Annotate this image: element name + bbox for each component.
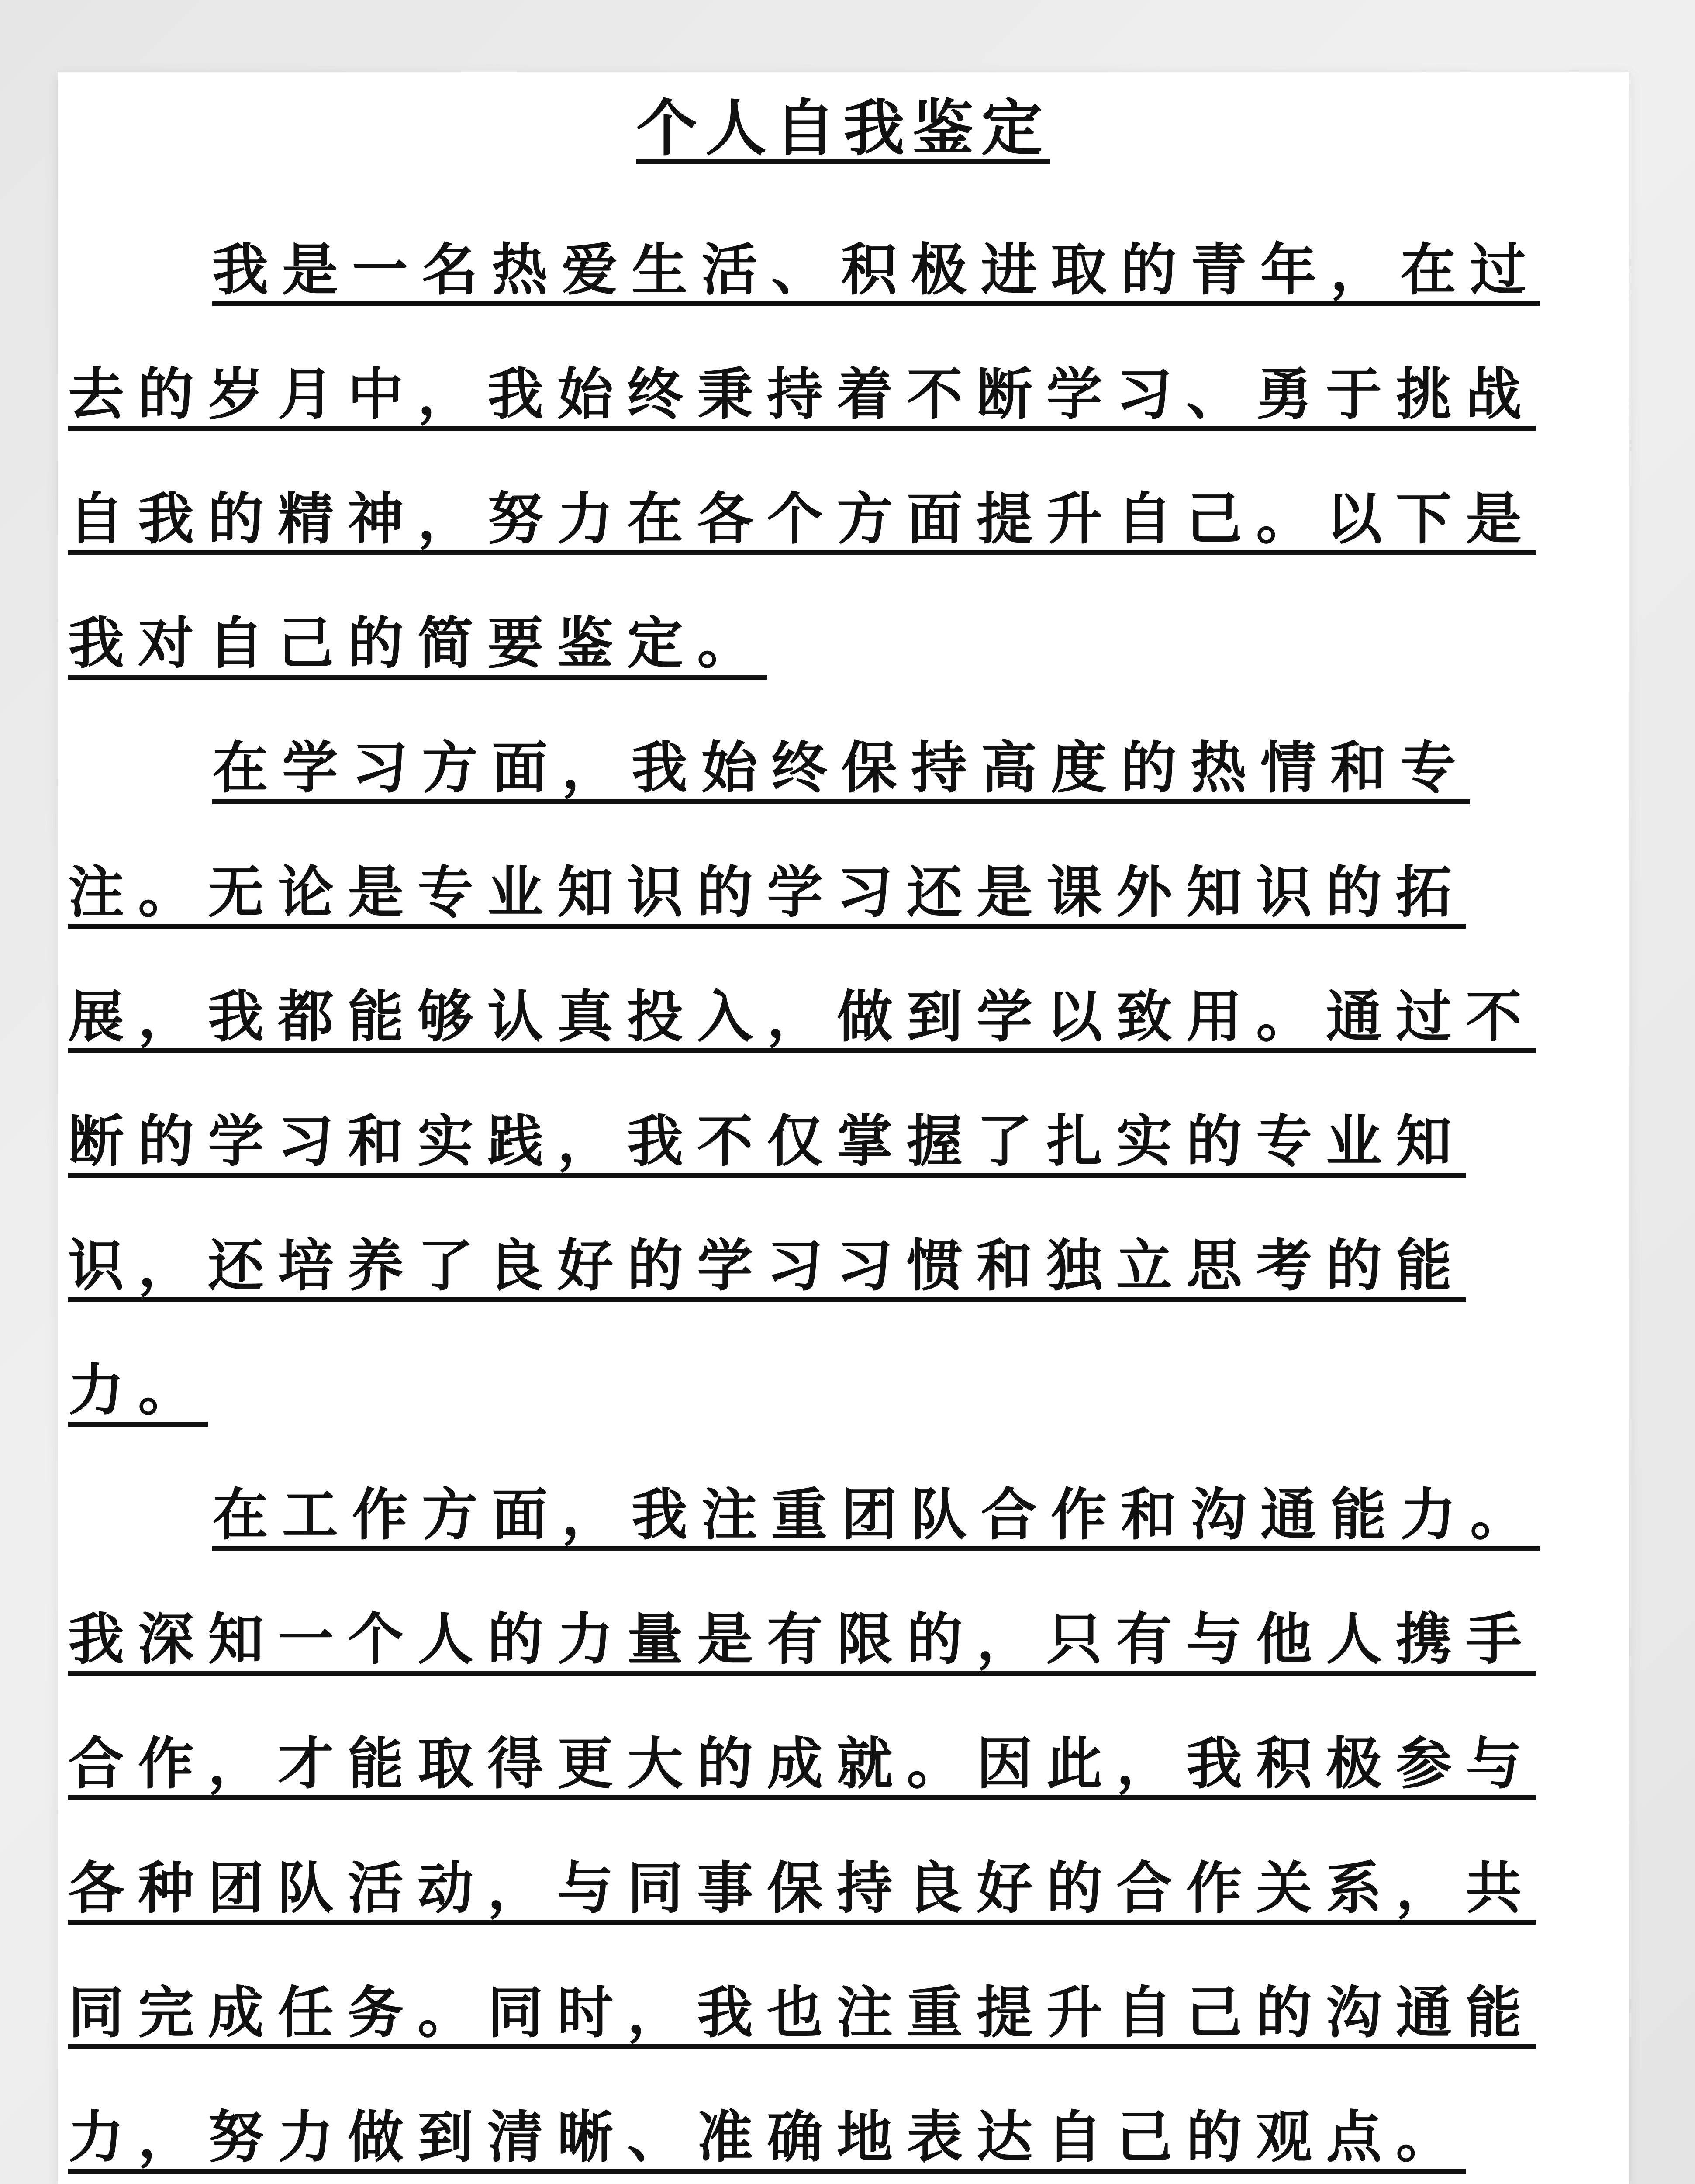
text-line: 我是一名热爱生活、积极进取的青年，在过 — [212, 238, 1540, 303]
text-line: 自我的精神，努力在各个方面提升自己。以下是 — [68, 487, 1536, 552]
document-title: 个人自我鉴定 — [636, 93, 1050, 164]
text-line: 识，还培养了良好的学习习惯和独立思考的能 — [68, 1234, 1466, 1299]
text-line: 我深知一个人的力量是有限的，只有与他人携手 — [68, 1607, 1536, 1672]
text-line: 注。无论是专业知识的学习还是课外知识的拓 — [68, 860, 1466, 925]
text-line: 合作，才能取得更大的成就。因此，我积极参与 — [68, 1731, 1536, 1797]
document-page — [58, 72, 1629, 2184]
text-line: 我对自己的简要鉴定。 — [68, 611, 767, 676]
text-line: 展，我都能够认真投入，做到学以致用。通过不 — [68, 985, 1536, 1050]
text-line: 断的学习和实践，我不仅掌握了扎实的专业知 — [68, 1109, 1466, 1174]
text-line: 在工作方面，我注重团队合作和沟通能力。 — [212, 1482, 1540, 1548]
text-line: 力。 — [68, 1358, 208, 1423]
text-line: 各种团队活动，与同事保持良好的合作关系，共 — [68, 1856, 1536, 1921]
text-line: 同完成任务。同时，我也注重提升自己的沟通能 — [68, 1980, 1536, 2046]
text-line: 在学习方面，我始终保持高度的热情和专 — [212, 736, 1471, 801]
text-line: 去的岁月中，我始终秉持着不断学习、勇于挑战 — [68, 362, 1536, 427]
text-line: 力，努力做到清晰、准确地表达自己的观点。 — [68, 2105, 1466, 2170]
